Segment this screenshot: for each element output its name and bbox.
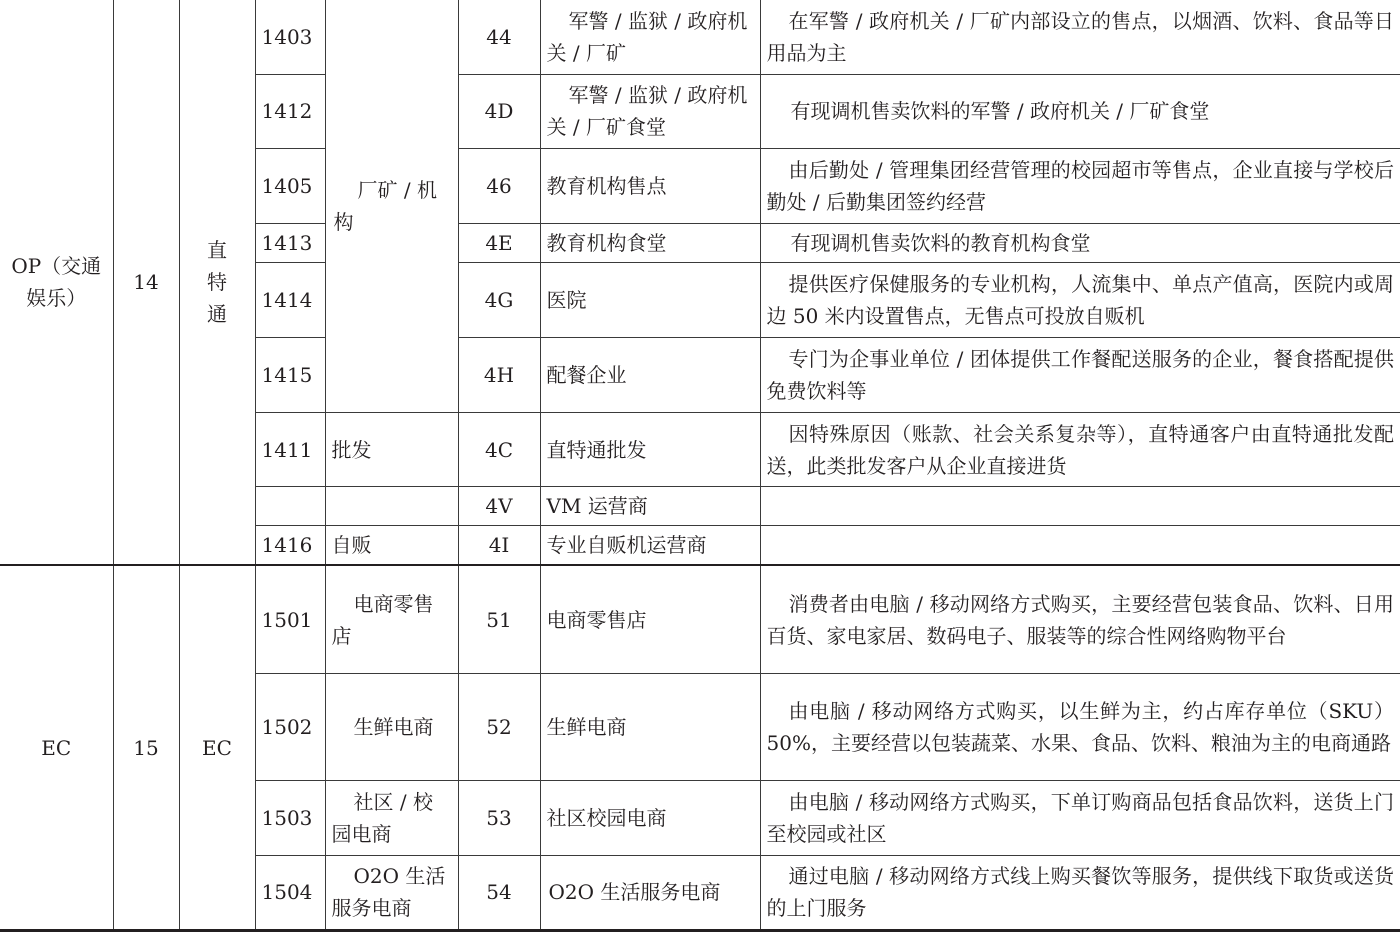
outlet-code-cell: 54	[458, 855, 540, 929]
sub-code-cell: 1415	[255, 337, 325, 412]
outlet-code-cell: 4C	[458, 413, 540, 487]
description-cell	[760, 526, 1400, 565]
sub-code-cell: 1416	[255, 526, 325, 565]
outlet-name-cell: O2O 生活服务电商	[540, 855, 760, 929]
sub-code-cell: 1413	[255, 224, 325, 263]
description-cell: 有现调机售卖饮料的军警 / 政府机关 / 厂矿食堂	[760, 74, 1400, 148]
outlet-name-cell: 专业自贩机运营商	[540, 526, 760, 565]
outlet-code-cell: 51	[458, 565, 540, 673]
sub-code-cell: 1504	[255, 855, 325, 929]
outlet-code-cell: 53	[458, 781, 540, 855]
sub-code-cell: 1503	[255, 781, 325, 855]
outlet-code-cell: 4G	[458, 263, 540, 337]
subchannel-cell-ec-retail: 电商零售店	[325, 565, 458, 673]
channel-cell-ec: EC	[0, 565, 113, 929]
outlet-name-cell: 社区校园电商	[540, 781, 760, 855]
subchannel-cell-community: 社区 / 校园电商	[325, 781, 458, 855]
description-cell: 由后勤处 / 管理集团经营管理的校园超市等售点，企业直接与学校后勤处 / 后勤集团签约经营	[760, 149, 1400, 224]
description-cell: 有现调机售卖饮料的教育机构食堂	[760, 224, 1400, 263]
channel-code-cell-ec: 15	[113, 565, 179, 929]
outlet-code-cell: 4I	[458, 526, 540, 565]
channel-code-cell-op: 14	[113, 0, 179, 565]
outlet-code-cell: 4V	[458, 487, 540, 526]
outlet-code-cell: 52	[458, 673, 540, 780]
description-cell: 通过电脑 / 移动网络方式线上购买餐饮等服务，提供线下取货或送货的上门服务	[760, 855, 1400, 929]
subchannel-cell-factory: 厂矿 / 机构	[325, 0, 458, 413]
outlet-code-cell: 4H	[458, 337, 540, 412]
channel-type-cell-ec: EC	[179, 565, 255, 929]
channel-type-cell-op: 直特通	[179, 0, 255, 565]
outlet-code-cell: 4D	[458, 74, 540, 148]
channel-cell-op: OP（交通娱乐）	[0, 0, 113, 565]
sub-code-cell	[255, 487, 325, 526]
description-cell: 由电脑 / 移动网络方式购买，下单订购商品包括食品饮料，送货上门至校园或社区	[760, 781, 1400, 855]
sub-code-cell: 1403	[255, 0, 325, 74]
subchannel-cell-vending: 自贩	[325, 526, 458, 565]
description-cell: 提供医疗保健服务的专业机构，人流集中、单点产值高，医院内或周边 50 米内设置售点，无售点可投放自贩机	[760, 263, 1400, 337]
outlet-name-cell: VM 运营商	[540, 487, 760, 526]
outlet-name-cell: 配餐企业	[540, 337, 760, 412]
outlet-name-cell: 军警 / 监狱 / 政府机关 / 厂矿食堂	[540, 74, 760, 148]
sub-code-cell: 1502	[255, 673, 325, 780]
subchannel-cell-empty	[325, 487, 458, 526]
sub-code-cell: 1414	[255, 263, 325, 337]
table-row	[0, 0, 1400, 74]
description-cell: 由电脑 / 移动网络方式购买，以生鲜为主，约占库存单位（SKU）50%，主要经营以包装蔬菜、水果、食品、饮料、粮油为主的电商通路	[760, 673, 1400, 780]
outlet-name-cell: 直特通批发	[540, 413, 760, 487]
sub-code-cell: 1501	[255, 565, 325, 673]
outlet-name-cell: 电商零售店	[540, 565, 760, 673]
description-cell: 消费者由电脑 / 移动网络方式购买，主要经营包装食品、饮料、日用百货、家电家居、数码电子、服装等的综合性网络购物平台	[760, 565, 1400, 673]
description-cell: 专门为企事业单位 / 团体提供工作餐配送服务的企业，餐食搭配提供免费饮料等	[760, 337, 1400, 412]
sub-code-cell: 1411	[255, 413, 325, 487]
description-cell	[760, 487, 1400, 526]
sub-code-cell: 1412	[255, 74, 325, 148]
subchannel-cell-o2o: O2O 生活服务电商	[325, 855, 458, 929]
bottom-rule	[0, 929, 1400, 932]
sub-code-cell: 1405	[255, 149, 325, 224]
description-cell: 在军警 / 政府机关 / 厂矿内部设立的售点，以烟酒、饮料、食品等日用品为主	[760, 0, 1400, 74]
outlet-name-cell: 生鲜电商	[540, 673, 760, 780]
outlet-code-cell: 46	[458, 149, 540, 224]
outlet-name-cell: 教育机构食堂	[540, 224, 760, 263]
outlet-code-cell: 4E	[458, 224, 540, 263]
subchannel-cell-fresh: 生鲜电商	[325, 673, 458, 780]
table-row	[0, 565, 1400, 673]
outlet-code-cell: 44	[458, 0, 540, 74]
outlet-name-cell: 军警 / 监狱 / 政府机关 / 厂矿	[540, 0, 760, 74]
subchannel-cell-wholesale: 批发	[325, 413, 458, 487]
description-cell: 因特殊原因（账款、社会关系复杂等），直特通客户由直特通批发配送，此类批发客户从企业直接进货	[760, 413, 1400, 487]
outlet-name-cell: 教育机构售点	[540, 149, 760, 224]
outlet-name-cell: 医院	[540, 263, 760, 337]
